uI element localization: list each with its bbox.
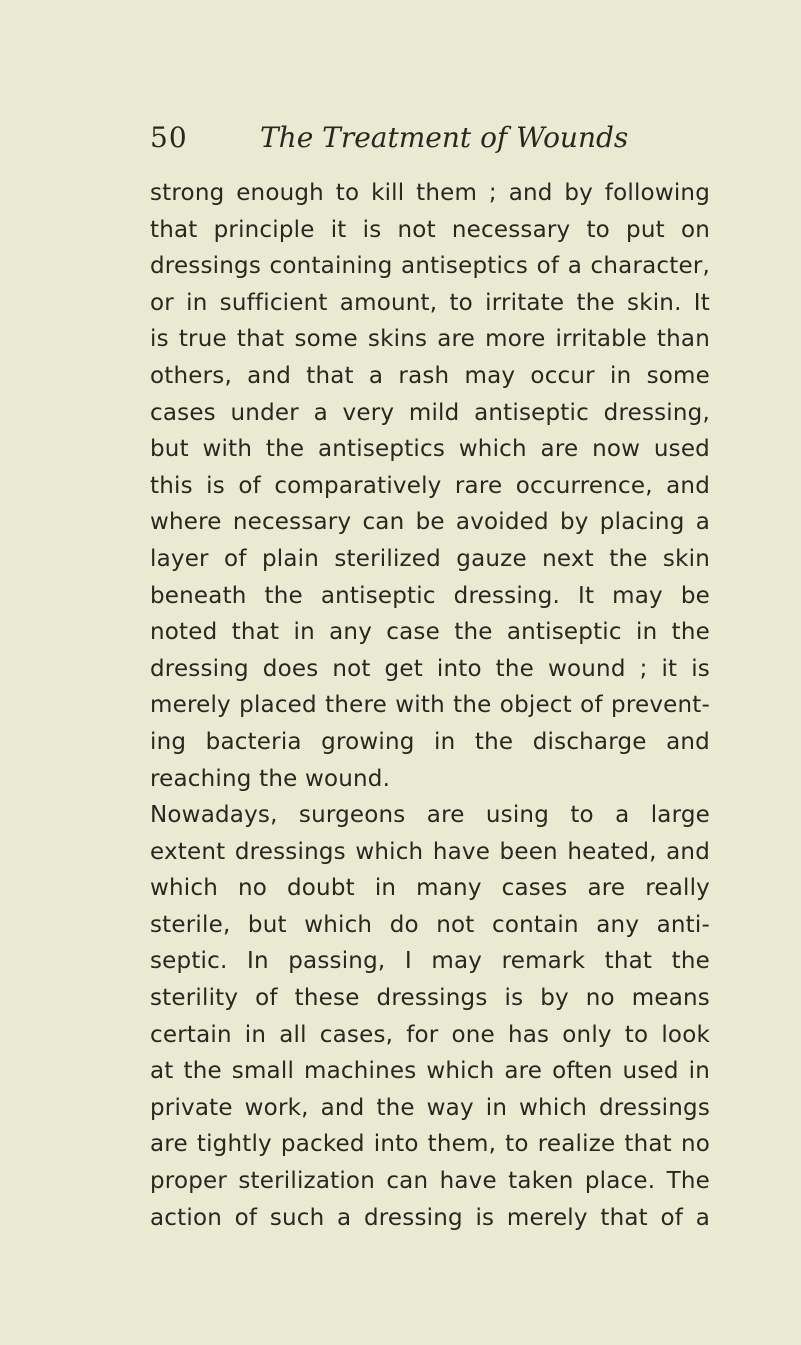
text-line: action of such a dressing is merely that of a	[150, 1204, 710, 1231]
text-line: where necessary can be avoided by placing a	[150, 509, 710, 536]
text-line: strong enough to kill them ; and by following	[150, 180, 710, 206]
running-head	[150, 118, 710, 158]
text-line: others, and that a rash may occur in some	[150, 362, 710, 389]
page-number: 50	[150, 121, 188, 154]
text-line: Nowadays, surgeons are using to a large	[150, 802, 710, 829]
text-line: proper sterilization can have taken place. The	[150, 1168, 710, 1195]
text-line: are tightly packed into them, to realize that no	[150, 1131, 710, 1158]
text-line: cases under a very mild antiseptic dressing,	[150, 399, 710, 426]
running-title: The Treatment of Wounds	[260, 121, 629, 154]
text-line: dressing does not get into the wound ; it is	[150, 655, 710, 682]
text-line: but with the antiseptics which are now used	[150, 436, 710, 463]
text-line: noted that in any case the antiseptic in the	[150, 619, 710, 646]
text-line: sterility of these dressings is by no means	[150, 985, 710, 1012]
text-line: at the small machines which are often used in	[150, 1058, 710, 1085]
paragraph-1	[150, 175, 710, 797]
text-line: merely placed there with the object of prevent-	[150, 692, 710, 719]
text-line: septic. In passing, I may remark that the	[150, 948, 710, 975]
text-line: is true that some skins are more irritable than	[150, 326, 710, 353]
paragraph-2	[150, 797, 710, 1236]
text-line: beneath the antiseptic dressing. It may be	[150, 582, 710, 609]
text-line: or in sufficient amount, to irritate the skin. It	[150, 289, 710, 316]
text-line: sterile, but which do not contain any anti-	[150, 911, 710, 938]
text-line: layer of plain sterilized gauze next the skin	[150, 545, 710, 572]
text-line: ing bacteria growing in the discharge and	[150, 728, 710, 755]
text-line: certain in all cases, for one has only to look	[150, 1021, 710, 1048]
text-line: reaching the wound.	[150, 765, 391, 792]
text-line: extent dressings which have been heated, and	[150, 838, 710, 865]
text-line: which no doubt in many cases are really	[150, 875, 710, 902]
text-line: this is of comparatively rare occurrence, and	[150, 472, 710, 499]
text-line: that principle it is not necessary to put on	[150, 216, 710, 243]
body-text	[150, 175, 710, 1236]
text-line: private work, and the way in which dressings	[150, 1094, 710, 1121]
text-line: dressings containing antiseptics of a character,	[150, 253, 710, 280]
